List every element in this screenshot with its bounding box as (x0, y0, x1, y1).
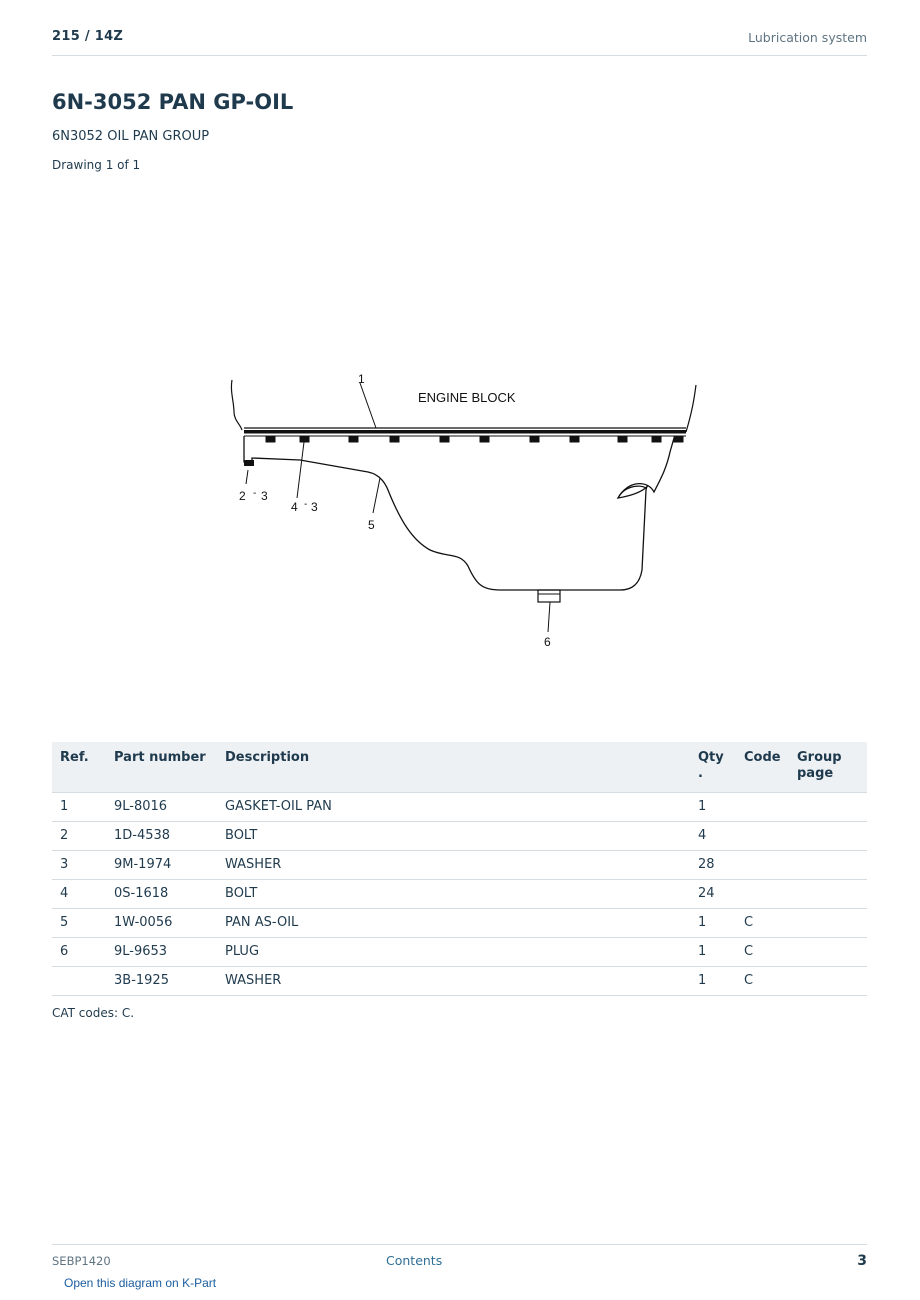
cell-code (736, 851, 789, 880)
table-row (52, 822, 867, 851)
engine-block-label: ENGINE BLOCK (418, 390, 516, 405)
callout-2: 2 (239, 489, 246, 503)
cell-description: GASKET-OIL PAN (217, 793, 690, 822)
parts-table (52, 742, 867, 996)
table-row (52, 967, 867, 996)
cell-description: PLUG (217, 938, 690, 967)
pan-right-lip (618, 486, 646, 498)
callout-1: 1 (358, 372, 365, 386)
cell-description: WASHER (217, 967, 690, 996)
cell-qty: 4 (690, 822, 736, 851)
cell-part-number: 0S-1618 (106, 880, 217, 909)
cell-part-number: 9L-8016 (106, 793, 217, 822)
cell-qty: 1 (690, 938, 736, 967)
cell-qty: 28 (690, 851, 736, 880)
cell-group-page (789, 880, 867, 909)
table-row (52, 851, 867, 880)
cell-ref: 1 (52, 793, 106, 822)
leader-6 (548, 602, 550, 632)
leader-2-3 (246, 470, 248, 484)
cell-qty: 1 (690, 793, 736, 822)
page-number: 3 (857, 1253, 867, 1269)
table-row (52, 793, 867, 822)
cell-group-page (789, 793, 867, 822)
bolt-row (266, 437, 683, 442)
cell-qty: 24 (690, 880, 736, 909)
block-edge-right (686, 385, 696, 432)
gasket-rail (244, 430, 686, 434)
cell-code: C (736, 938, 789, 967)
cell-description: WASHER (217, 851, 690, 880)
oil-pan-outline (244, 436, 674, 590)
cell-code: C (736, 909, 789, 938)
callout-4-3: 3 (311, 500, 318, 514)
col-code: Code (736, 742, 789, 793)
cell-ref: 3 (52, 851, 106, 880)
drawing-count: Drawing 1 of 1 (52, 158, 141, 172)
cell-code (736, 880, 789, 909)
side-bolt (244, 460, 254, 466)
leader-5 (373, 478, 380, 513)
cell-code (736, 822, 789, 851)
table-row (52, 880, 867, 909)
cell-code: C (736, 967, 789, 996)
cell-part-number: 1D-4538 (106, 822, 217, 851)
cell-ref: 6 (52, 938, 106, 967)
document-id: SEBP1420 (52, 1254, 111, 1268)
callout-4-3-dash: - (304, 499, 308, 510)
cell-group-page (789, 822, 867, 851)
open-kpart-link[interactable]: Open this diagram on K-Part (64, 1276, 217, 1290)
callout-2-3-dash: - (253, 488, 257, 499)
col-part-number: Part number (106, 742, 217, 793)
breadcrumb: 215 / 14Z (52, 29, 124, 44)
cell-group-page (789, 909, 867, 938)
cell-qty: 1 (690, 967, 736, 996)
cell-group-page (789, 938, 867, 967)
group-subtitle: 6N3052 OIL PAN GROUP (52, 129, 210, 144)
cat-codes-note: CAT codes: C. (52, 1006, 135, 1020)
cell-part-number: 1W-0056 (106, 909, 217, 938)
callout-6: 6 (544, 635, 551, 649)
cell-description: BOLT (217, 822, 690, 851)
cell-part-number: 9L-9653 (106, 938, 217, 967)
leader-4-3 (297, 442, 304, 498)
page-title: 6N-3052 PAN GP-OIL (52, 90, 294, 114)
table-row (52, 938, 867, 967)
parts-diagram (200, 180, 720, 700)
contents-link[interactable]: Contents (386, 1253, 443, 1268)
section-title: Lubrication system (748, 30, 867, 45)
callout-4: 4 (291, 500, 298, 514)
block-edge-left (231, 380, 242, 430)
cell-ref: 5 (52, 909, 106, 938)
table-row (52, 909, 867, 938)
page-header (52, 28, 867, 56)
col-ref: Ref. (52, 742, 106, 793)
cell-group-page (789, 851, 867, 880)
callout-2-3: 3 (261, 489, 268, 503)
cell-description: BOLT (217, 880, 690, 909)
cell-part-number: 3B-1925 (106, 967, 217, 996)
col-qty: Qty . (690, 742, 736, 793)
cell-ref (52, 967, 106, 996)
cell-code (736, 793, 789, 822)
oil-pan-drawing (200, 180, 720, 700)
cell-description: PAN AS-OIL (217, 909, 690, 938)
page-footer (52, 1244, 867, 1275)
cell-ref: 4 (52, 880, 106, 909)
cell-part-number: 9M-1974 (106, 851, 217, 880)
cell-group-page (789, 967, 867, 996)
col-group-page: Group page (789, 742, 867, 793)
table-header-row (52, 742, 867, 793)
drain-plug (538, 590, 560, 602)
col-description: Description (217, 742, 690, 793)
cell-ref: 2 (52, 822, 106, 851)
callout-5: 5 (368, 518, 375, 532)
cell-qty: 1 (690, 909, 736, 938)
leader-1 (360, 383, 376, 428)
